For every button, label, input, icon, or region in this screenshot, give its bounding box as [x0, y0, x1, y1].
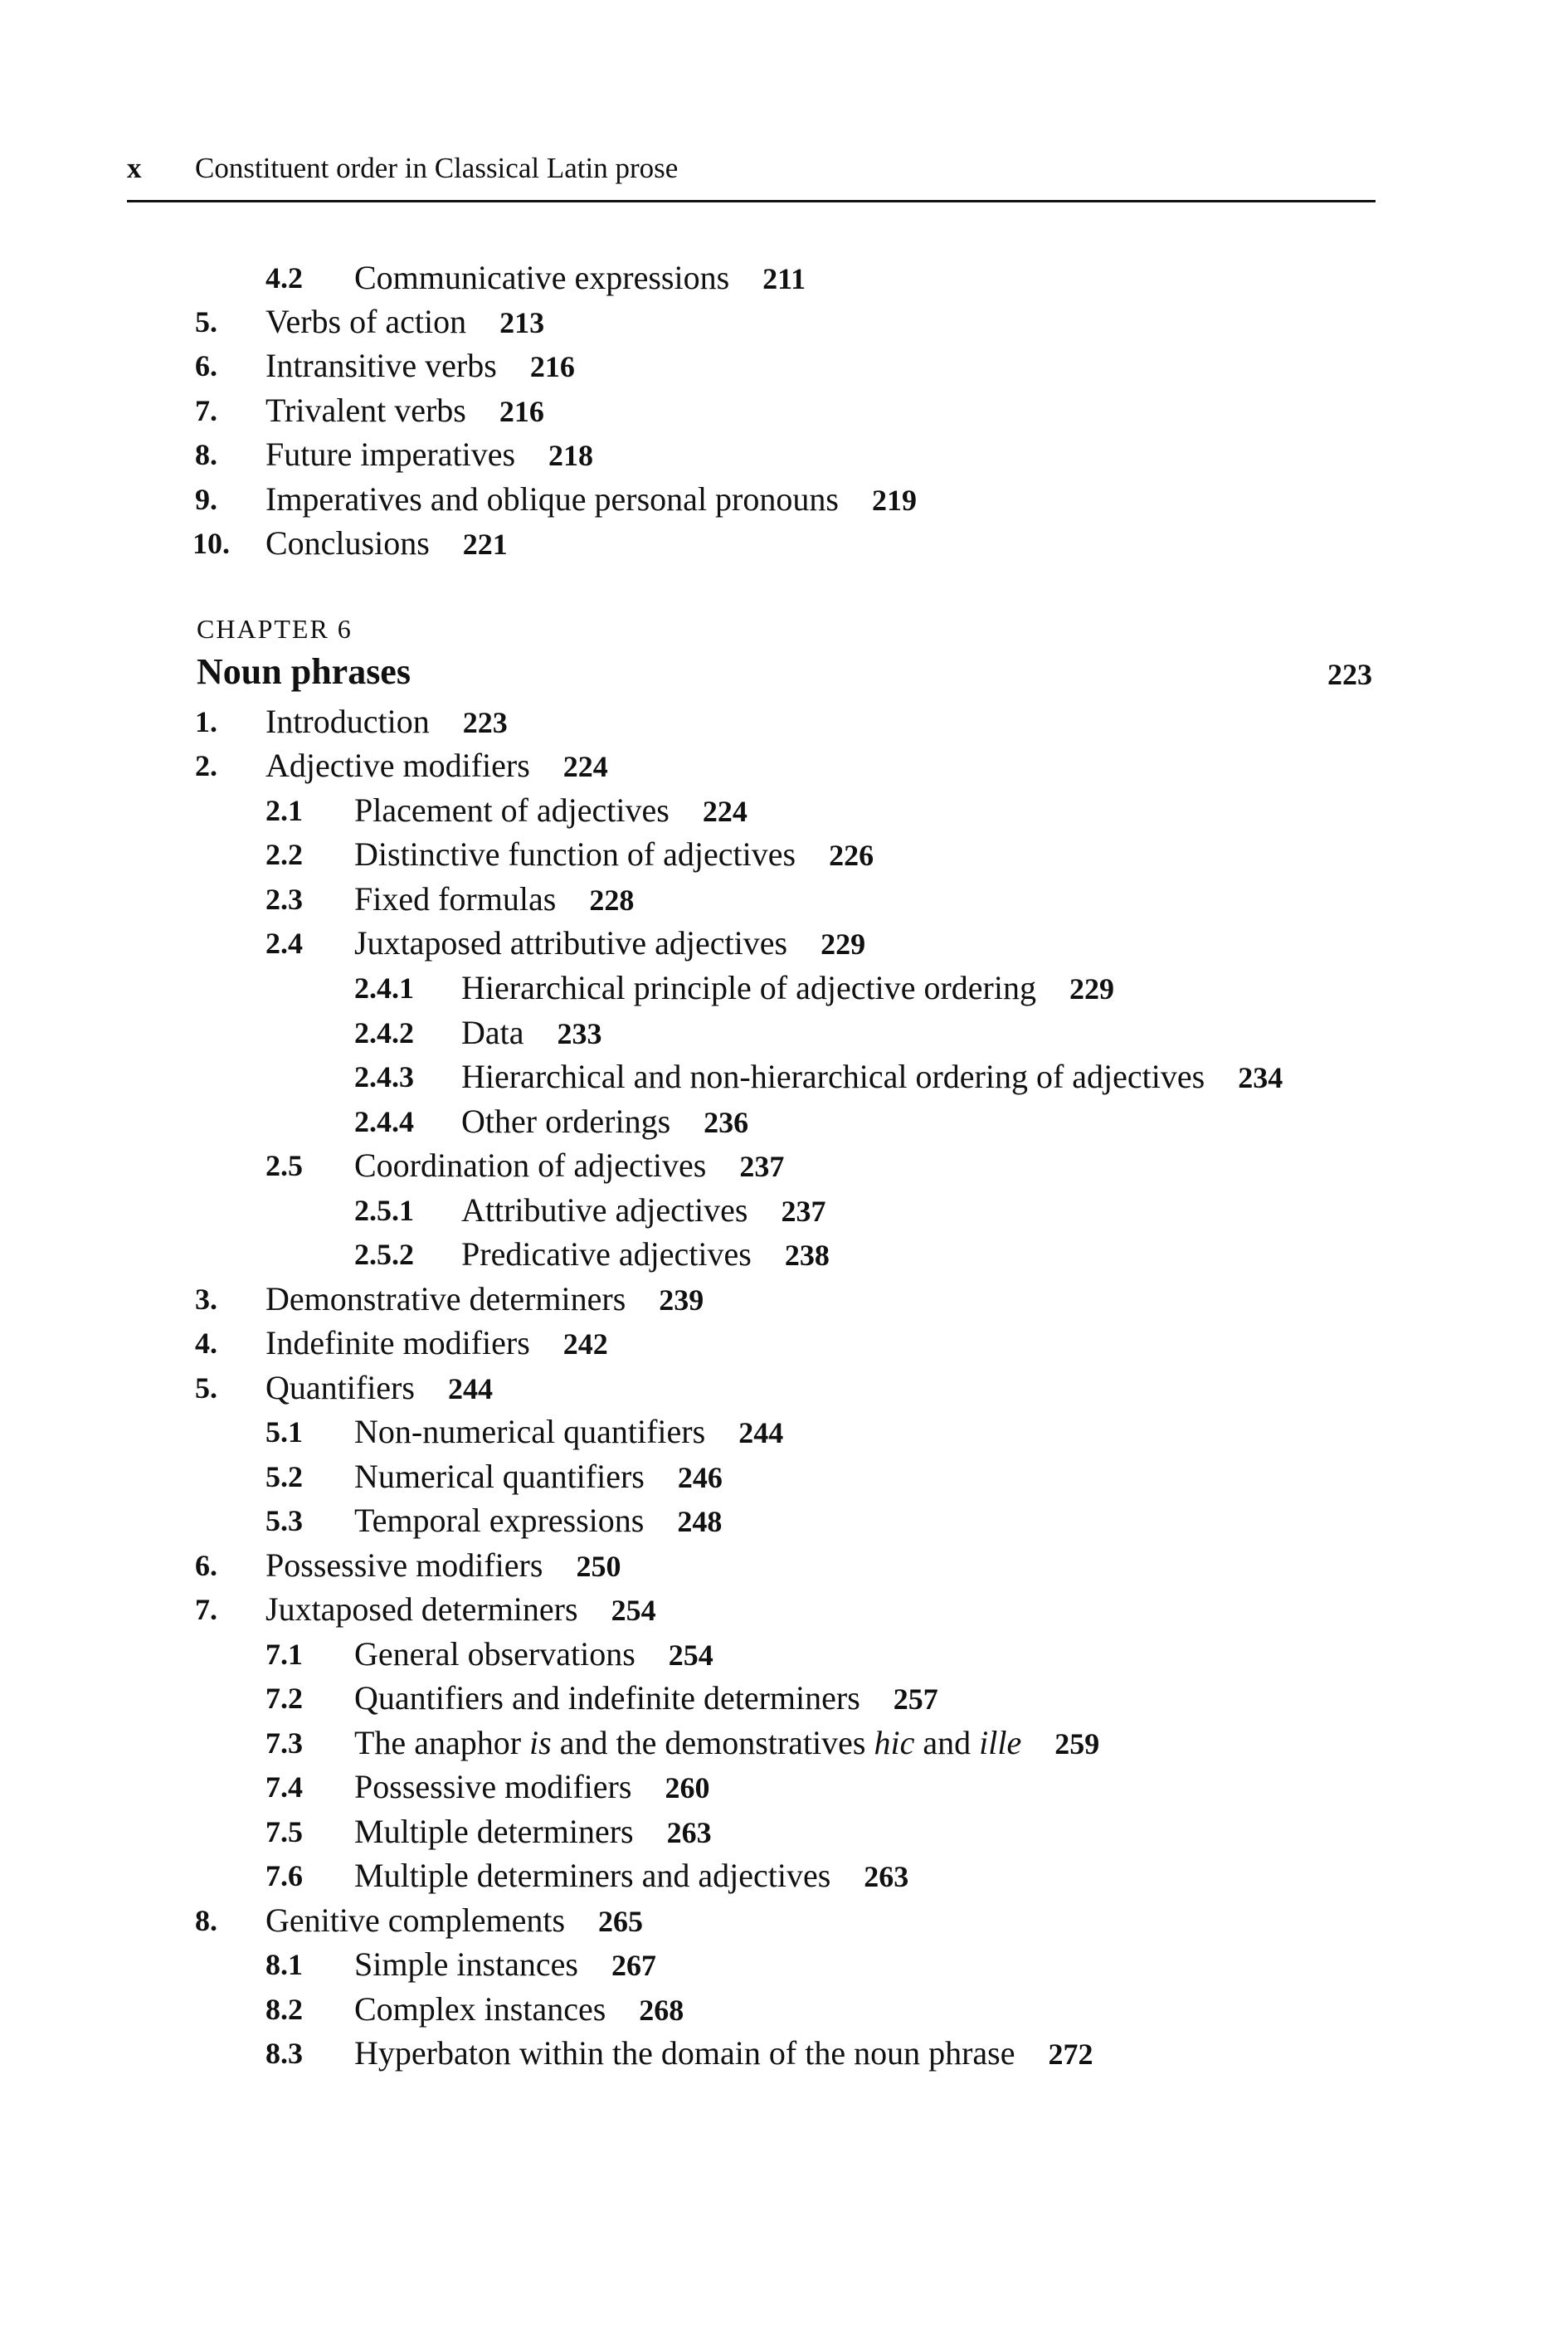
toc-entry-page: 254 — [668, 1639, 713, 1672]
toc-entry-page: 267 — [611, 1949, 656, 1982]
toc-entry-title: Coordination of adjectives 237 — [354, 1147, 785, 1184]
toc-entry-number: 5. — [195, 305, 217, 338]
toc-entry-title: Conclusions 221 — [265, 524, 508, 562]
toc-entry-title: Hierarchical principle of adjective ordering 229 — [461, 969, 1114, 1006]
toc-entry-number: 8.3 — [265, 2037, 303, 2070]
toc-entry-number: 8. — [195, 1904, 217, 1937]
toc-entry-title: Introduction 223 — [265, 703, 508, 740]
toc-entry-title: Future imperatives 218 — [265, 436, 594, 473]
toc-entry-title: Numerical quantifiers 246 — [354, 1458, 723, 1495]
toc-entry-title: General observations 254 — [354, 1635, 713, 1673]
toc-entry-number: 2.4.4 — [354, 1105, 414, 1138]
toc-entry-title: Predicative adjectives 238 — [461, 1235, 830, 1273]
toc-entry-number: 2.3 — [265, 883, 303, 916]
toc-entry-page: 250 — [576, 1550, 621, 1583]
toc-entry-title: Verbs of action 213 — [265, 303, 545, 340]
toc-entry-number: 7.1 — [265, 1638, 303, 1671]
toc-entry-page: 263 — [666, 1816, 712, 1849]
toc-entry-page: 219 — [871, 484, 917, 517]
toc-entry-number: 2.4.2 — [354, 1016, 414, 1049]
toc-entry-number: 8.2 — [265, 1993, 303, 2026]
toc-entry-title: The anaphor is and the demonstratives hic and ille 259 — [354, 1724, 1100, 1761]
toc-entry-page: 221 — [462, 528, 508, 561]
page-number: x — [127, 152, 142, 184]
toc-entry-number: 3. — [195, 1283, 217, 1316]
toc-entry-page: 223 — [462, 706, 508, 739]
toc-entry-page: 244 — [447, 1372, 493, 1405]
toc-entry-title: Possessive modifiers 250 — [265, 1546, 621, 1584]
toc-entry-number: 2. — [195, 749, 217, 782]
toc-entry-page: 228 — [589, 884, 635, 917]
toc-entry-page: 236 — [704, 1106, 749, 1139]
toc-entry-page: 211 — [762, 262, 806, 295]
toc-entry-page: 237 — [739, 1150, 785, 1183]
toc-entry-title: Placement of adjectives 224 — [354, 791, 747, 829]
toc-entry-page: 259 — [1054, 1727, 1100, 1760]
toc-entry-page: 265 — [598, 1905, 644, 1938]
toc-entry-title: Imperatives and oblique personal pronouns 219 — [265, 480, 917, 518]
toc-entry-number: 2.2 — [265, 838, 303, 871]
toc-entry-page: 233 — [557, 1017, 602, 1050]
toc-entry-title: Intransitive verbs 216 — [265, 347, 575, 384]
toc-entry-title: Juxtaposed attributive adjectives 229 — [354, 924, 866, 962]
toc-entry-title: Quantifiers and indefinite determiners 257 — [354, 1679, 938, 1717]
toc-entry-number: 2.1 — [265, 794, 303, 827]
toc-entry-page: 239 — [659, 1283, 704, 1317]
toc-entry-number: 2.4.3 — [354, 1060, 414, 1093]
toc-entry-page: 242 — [562, 1327, 608, 1361]
toc-entry-number: 6. — [195, 349, 217, 382]
toc-entry-page: 224 — [562, 750, 608, 783]
toc-entry-page: 272 — [1048, 2038, 1093, 2071]
toc-entry-title: Possessive modifiers 260 — [354, 1768, 710, 1805]
toc-entry-number: 7.4 — [265, 1770, 303, 1804]
toc-entry-page: 224 — [702, 795, 747, 828]
toc-entry-number: 5.2 — [265, 1460, 303, 1493]
toc-entry-number: 7. — [195, 1593, 217, 1626]
toc-entry-title: Genitive complements 265 — [265, 1902, 644, 1939]
toc-entry-number: 2.5 — [265, 1149, 303, 1182]
toc-entry-title: Fixed formulas 228 — [354, 880, 635, 918]
toc-entry-number: 5.3 — [265, 1504, 303, 1537]
toc-entry-title: Simple instances 267 — [354, 1945, 656, 1983]
running-head — [127, 148, 1376, 202]
toc-entry-number: 9. — [195, 483, 217, 516]
toc-entry-number: 8. — [195, 438, 217, 471]
toc-entry-page: 246 — [677, 1461, 723, 1494]
toc-entry-title: Indefinite modifiers 242 — [265, 1324, 608, 1361]
toc-entry-page: 263 — [864, 1860, 909, 1893]
toc-entry-title: Non-numerical quantifiers 244 — [354, 1413, 784, 1450]
toc-entry-page: 248 — [677, 1505, 723, 1538]
toc-entry-number: 5. — [195, 1371, 217, 1405]
toc-entry-title: Attributive adjectives 237 — [461, 1191, 826, 1229]
toc-entry-title: Demonstrative determiners 239 — [265, 1280, 704, 1317]
toc-entry-page: 229 — [821, 928, 866, 961]
toc-entry-page: 268 — [639, 1994, 684, 2027]
toc-entry-title: Temporal expressions 248 — [354, 1502, 723, 1539]
toc-entry-number: 2.5.2 — [354, 1238, 414, 1271]
toc-entry-title: Quantifiers 244 — [265, 1369, 493, 1406]
toc-entry-number: 8.1 — [265, 1948, 303, 1981]
toc-entry-page: 238 — [784, 1239, 830, 1272]
toc-entry-number: 7.6 — [265, 1859, 303, 1892]
toc-entry-page: 218 — [548, 439, 594, 472]
chapter-page: 223 — [1327, 658, 1372, 691]
toc-entry-number: 2.5.1 — [354, 1194, 414, 1227]
toc-entry-title: Data 233 — [461, 1014, 602, 1051]
toc-entry-title: Hierarchical and non-hierarchical ordering of adjectives 234 — [461, 1058, 1283, 1095]
toc-entry-page: 237 — [781, 1195, 826, 1228]
toc-entry-title: Multiple determiners 263 — [354, 1813, 712, 1850]
toc-entry-title: Distinctive function of adjectives 226 — [354, 835, 874, 873]
toc-entry-title: Other orderings 236 — [461, 1103, 749, 1140]
toc-entry-number: 5.1 — [265, 1415, 303, 1449]
toc-entry-title: Complex instances 268 — [354, 1990, 684, 2028]
toc-entry-page: 229 — [1069, 972, 1114, 1006]
toc-entry-number: 10. — [192, 527, 230, 560]
toc-entry-page: 234 — [1238, 1061, 1283, 1094]
toc-entry-number: 4. — [195, 1327, 217, 1360]
toc-entry-page: 216 — [499, 395, 544, 428]
toc-entry-number: 1. — [195, 705, 217, 738]
toc-entry-number: 2.4.1 — [354, 971, 414, 1005]
chapter-title: Noun phrases — [197, 651, 411, 692]
toc-entry-title: Adjective modifiers 224 — [265, 747, 608, 784]
toc-entry-number: 7.2 — [265, 1682, 303, 1715]
toc-entry-title: Juxtaposed determiners 254 — [265, 1590, 656, 1628]
toc-entry-number: 4.2 — [265, 261, 303, 295]
toc-entry-number: 6. — [195, 1549, 217, 1582]
toc-entry-title: Trivalent verbs 216 — [265, 392, 544, 429]
toc-entry-page: 226 — [829, 839, 874, 872]
toc-entry-page: 244 — [738, 1416, 784, 1449]
chapter-label: CHAPTER 6 — [197, 614, 353, 644]
toc-entry-page: 213 — [499, 306, 545, 339]
toc-entry-number: 7. — [195, 394, 217, 427]
toc-entry-number: 7.5 — [265, 1815, 303, 1848]
toc-entry-title: Communicative expressions 211 — [354, 259, 806, 296]
toc-entry-number: 7.3 — [265, 1726, 303, 1760]
toc-entry-page: 254 — [611, 1594, 656, 1627]
toc-entry-title: Multiple determiners and adjectives 263 — [354, 1857, 909, 1894]
toc-entry-title: Hyperbaton within the domain of the noun phrase 272 — [354, 2034, 1093, 2072]
toc-entry-number: 2.4 — [265, 927, 303, 960]
book-title: Constituent order in Classical Latin prose — [195, 152, 679, 184]
toc-entry-page: 216 — [529, 350, 575, 383]
toc-entry-page: 257 — [893, 1682, 938, 1716]
toc-entry-page: 260 — [665, 1771, 710, 1804]
